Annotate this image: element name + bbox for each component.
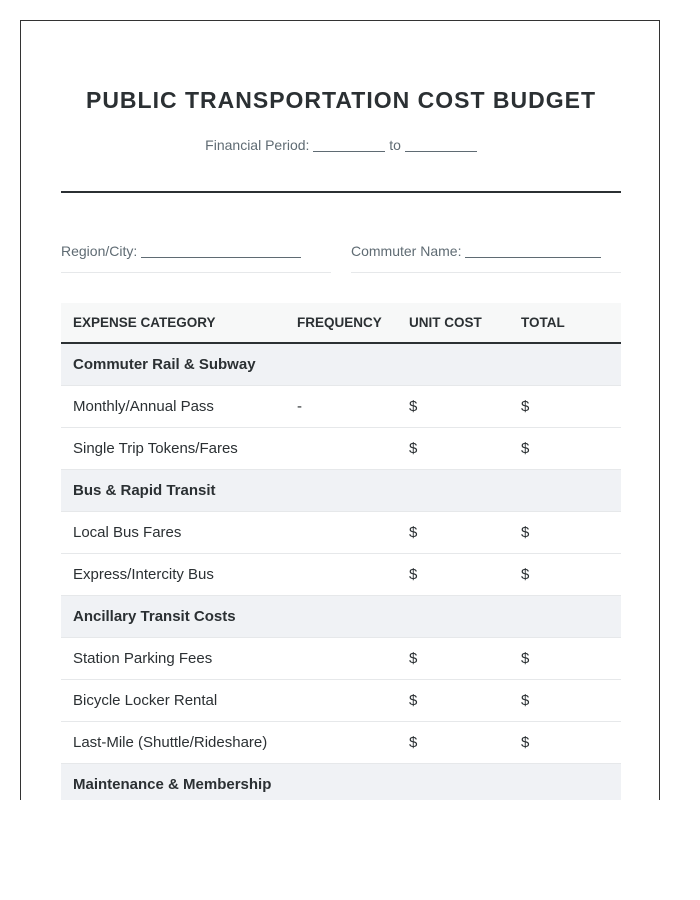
unit-cost-cell[interactable]: $ [397, 637, 509, 679]
unit-cost-cell[interactable]: $ [397, 427, 509, 469]
unit-cost-cell[interactable]: $ [397, 553, 509, 595]
section-row [61, 595, 621, 637]
financial-period-label: Financial Period: [205, 137, 310, 153]
table-row [61, 427, 621, 469]
expense-label: Local Bus Fares [61, 511, 285, 553]
commuter-name-label: Commuter Name: [351, 243, 462, 259]
header-divider [61, 191, 621, 193]
frequency-cell[interactable] [285, 637, 397, 679]
expense-label: Bicycle Locker Rental [61, 679, 285, 721]
region-field [61, 243, 331, 273]
column-header-expense-category: EXPENSE CATEGORY [61, 303, 285, 343]
page-title: PUBLIC TRANSPORTATION COST BUDGET [85, 87, 597, 113]
commuter-name-blank[interactable] [465, 243, 601, 258]
table-row [61, 553, 621, 595]
frequency-cell[interactable] [285, 721, 397, 763]
frequency-cell[interactable] [285, 553, 397, 595]
frequency-cell[interactable] [285, 511, 397, 553]
budget-table [61, 303, 621, 800]
frequency-cell[interactable]: - [285, 385, 397, 427]
total-cell[interactable]: $ [509, 679, 621, 721]
table-row [61, 679, 621, 721]
document-page [20, 20, 660, 800]
period-to-label: to [389, 137, 401, 153]
section-row [61, 763, 621, 800]
unit-cost-cell[interactable]: $ [397, 679, 509, 721]
commuter-name-field [351, 243, 621, 273]
total-cell[interactable]: $ [509, 511, 621, 553]
total-cell[interactable]: $ [509, 427, 621, 469]
total-cell[interactable]: $ [509, 385, 621, 427]
unit-cost-cell[interactable]: $ [397, 721, 509, 763]
total-cell[interactable]: $ [509, 721, 621, 763]
section-label: Commuter Rail & Subway [61, 343, 621, 385]
region-label: Region/City: [61, 243, 138, 259]
expense-label: Monthly/Annual Pass [61, 385, 285, 427]
section-row [61, 469, 621, 511]
section-label: Ancillary Transit Costs [61, 595, 621, 637]
period-start-blank[interactable] [313, 137, 385, 152]
period-end-blank[interactable] [405, 137, 477, 152]
total-cell[interactable]: $ [509, 637, 621, 679]
table-row [61, 385, 621, 427]
frequency-cell[interactable] [285, 427, 397, 469]
section-label: Bus & Rapid Transit [61, 469, 621, 511]
table-row [61, 511, 621, 553]
frequency-cell[interactable] [285, 679, 397, 721]
expense-label: Last-Mile (Shuttle/Rideshare) [61, 721, 285, 763]
region-blank[interactable] [141, 243, 301, 258]
table-row [61, 721, 621, 763]
financial-period [61, 137, 621, 153]
expense-label: Single Trip Tokens/Fares [61, 427, 285, 469]
unit-cost-cell[interactable]: $ [397, 511, 509, 553]
expense-label: Station Parking Fees [61, 637, 285, 679]
section-label: Maintenance & Membership [61, 763, 621, 800]
table-row [61, 637, 621, 679]
table-header-row [61, 303, 621, 343]
column-header-unit-cost: UNIT COST [397, 303, 509, 343]
unit-cost-cell[interactable]: $ [397, 385, 509, 427]
column-header-frequency: FREQUENCY [285, 303, 397, 343]
column-header-total: TOTAL [509, 303, 621, 343]
section-row [61, 343, 621, 385]
total-cell[interactable]: $ [509, 553, 621, 595]
expense-label: Express/Intercity Bus [61, 553, 285, 595]
